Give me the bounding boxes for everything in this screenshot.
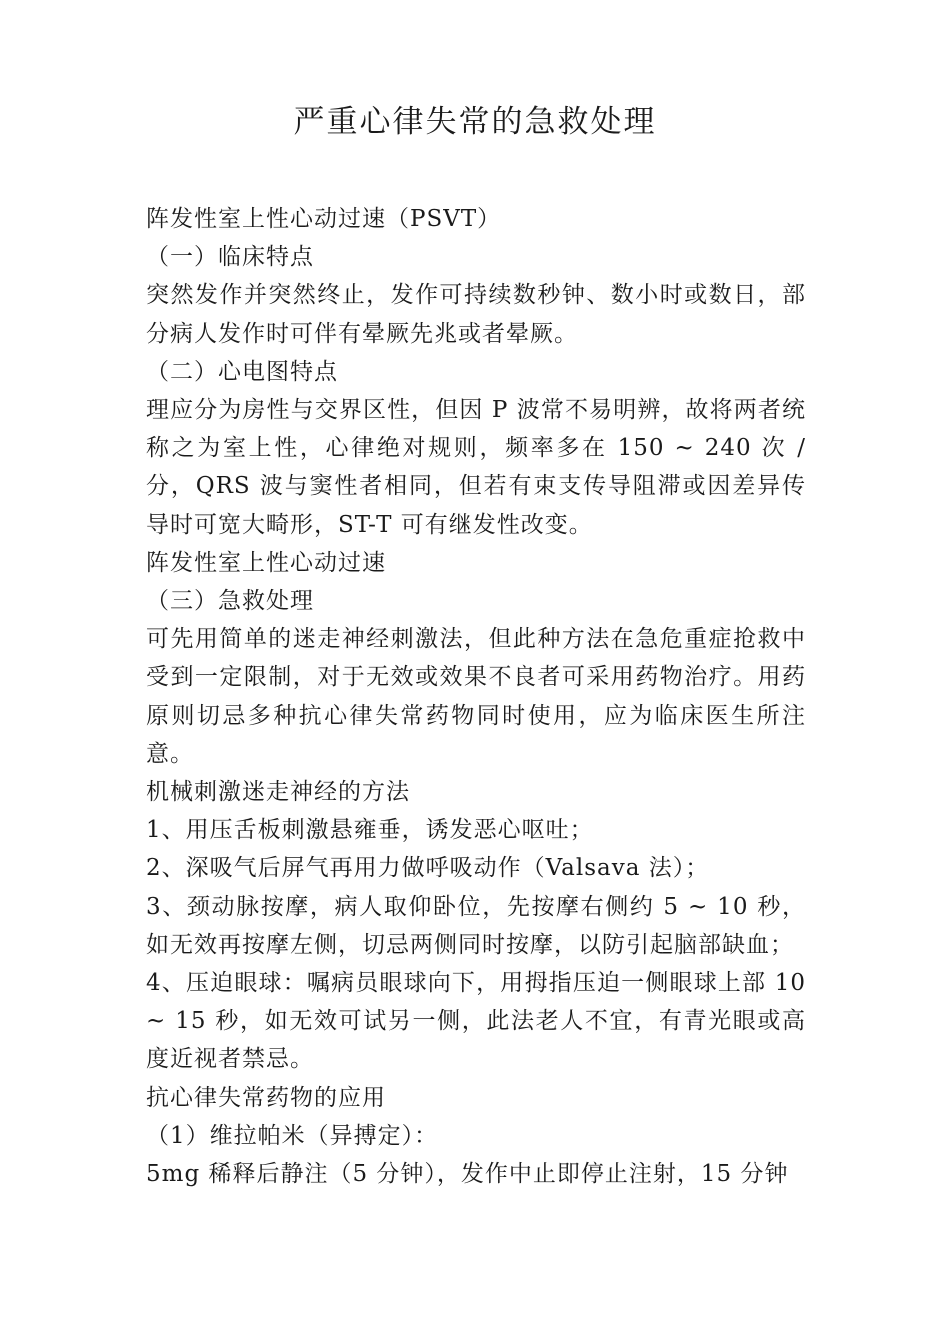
paragraph-emergency-treatment: 可先用简单的迷走神经刺激法，但此种方法在急危重症抢救中受到一定限制，对于无效或效果不良者可采用药物治疗。用药原则切忌多种抗心律失常药物同时使用，应为临床医生所注意。 — [146, 626, 806, 767]
paragraph-clinical-features: 突然发作并突然终止，发作可持续数秒钟、数小时或数日，部分病人发作时可伴有晕厥先兆或者晕厥。 — [146, 282, 806, 347]
document-body — [146, 200, 806, 1193]
subheading-emergency-treatment: （三）急救处理 — [146, 588, 314, 615]
section-heading-psvt-repeat: 阵发性室上性心动过速 — [146, 549, 386, 576]
heading-antiarrhythmic-drugs: 抗心律失常药物的应用 — [146, 1084, 386, 1111]
list-item-1: 1、用压舌板刺激悬雍垂，诱发恶心呕吐； — [146, 817, 594, 844]
heading-vagal-stimulation: 机械刺激迷走神经的方法 — [146, 779, 410, 806]
subheading-verapamil: （1）维拉帕米（异搏定）： — [146, 1122, 439, 1149]
list-item-4: 4、压迫眼球：嘱病员眼球向下，用拇指压迫一侧眼球上部 10 ~ 15 秒，如无效可试另一侧，此法老人不宜，有青光眼或高度近视者禁忌。 — [146, 970, 806, 1073]
list-item-2: 2、深吸气后屏气再用力做呼吸动作（Valsava 法）； — [146, 855, 710, 882]
paragraph-verapamil-dose: 5mg 稀释后静注（5 分钟），发作中止即停止注射，15 分钟 — [146, 1161, 789, 1188]
subheading-clinical-features: （一）临床特点 — [146, 244, 314, 271]
section-heading-psvt: 阵发性室上性心动过速（PSVT） — [146, 206, 502, 232]
paragraph-ecg-features: 理应分为房性与交界区性，但因 P 波常不易明辨，故将两者统称之为室上性，心律绝对规则，频率多在 150 ~ 240 次 / 分，QRS 波与窦性者相同，但若有束支传导阻滞或因差异传导时可宽大畸形，ST-T 可有继发性改变。 — [146, 397, 806, 538]
subheading-ecg-features: （二）心电图特点 — [146, 358, 338, 385]
document-title: 严重心律失常的急救处理 — [293, 104, 657, 140]
list-item-3: 3、颈动脉按摩，病人取仰卧位，先按摩右侧约 5 ~ 10 秒，如无效再按摩左侧，切忌两侧同时按摩，以防引起脑部缺血； — [146, 893, 806, 958]
